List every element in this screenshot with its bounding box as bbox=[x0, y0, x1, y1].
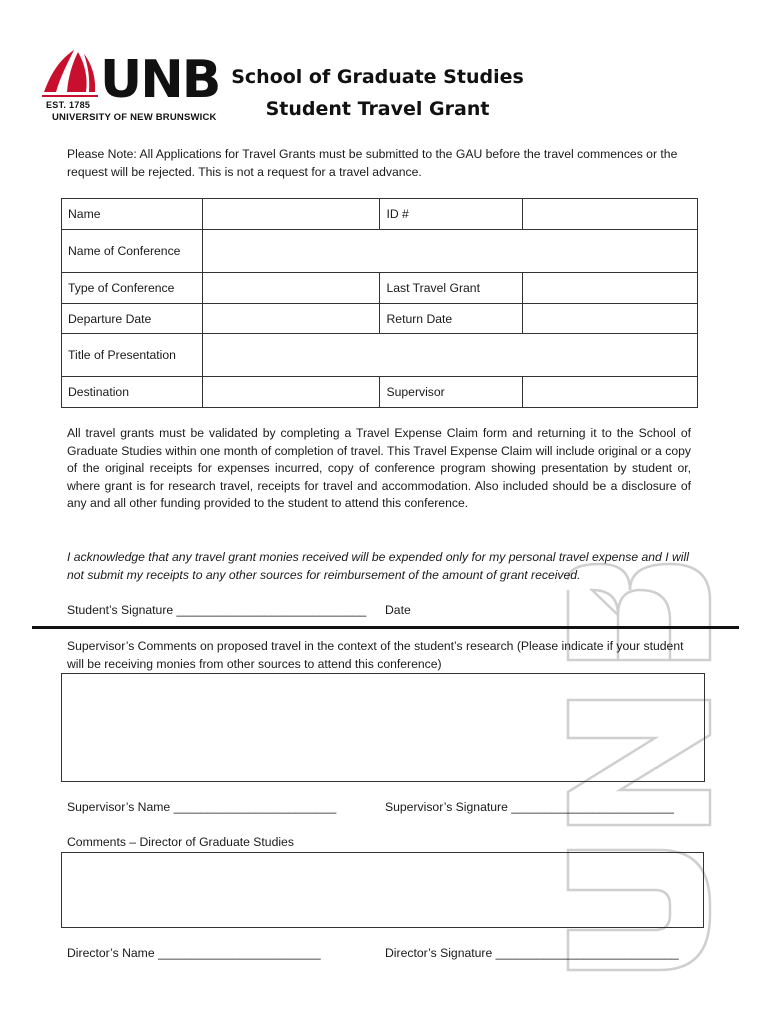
presentation-title-field[interactable] bbox=[202, 334, 697, 377]
destination-field[interactable] bbox=[202, 377, 380, 408]
director-comments-label: Comments – Director of Graduate Studies bbox=[67, 835, 294, 849]
director-signature-line[interactable]: Director’s Signature ___________________________ bbox=[385, 946, 679, 960]
supervisor-comments-label: Supervisor’s Comments on proposed travel in the context of the student’s research (Please indicate if your student will be receiving monies from other sources to attend this conference) bbox=[67, 639, 684, 671]
name-field[interactable] bbox=[202, 199, 380, 230]
return-date-field[interactable] bbox=[523, 304, 698, 334]
conference-name-field[interactable] bbox=[202, 230, 697, 273]
submission-note: Please Note: All Applications for Travel Grants must be submitted to the GAU before the travel commences or the request will be rejected. This is not a request for a travel advance. bbox=[67, 147, 678, 179]
director-comments-box[interactable] bbox=[61, 852, 704, 928]
supervisor-label: Supervisor bbox=[380, 377, 523, 408]
travel-grant-form bbox=[61, 198, 698, 408]
supervisor-signature-line[interactable]: Supervisor’s Signature ________________________ bbox=[385, 800, 674, 814]
page-title: School of Graduate Studies bbox=[231, 66, 524, 88]
return-date-label: Return Date bbox=[380, 304, 523, 334]
presentation-title-label: Title of Presentation bbox=[62, 334, 203, 377]
conference-type-label: Type of Conference bbox=[62, 273, 203, 304]
director-name-line[interactable]: Director’s Name ________________________ bbox=[67, 946, 321, 960]
conference-type-field[interactable] bbox=[202, 273, 380, 304]
last-grant-field[interactable] bbox=[523, 273, 698, 304]
logo-established: EST. 1785 bbox=[46, 100, 91, 110]
student-signature-date[interactable]: Date bbox=[385, 603, 411, 617]
section-divider bbox=[32, 626, 739, 629]
validation-paragraph: All travel grants must be validated by completing a Travel Expense Claim form and returning it to the School of Graduate Studies within one month of completion of travel. This Travel Expense Claim will include original or a copy of the original receipts for expenses incurred, copy of conference program showing presentation by student or, where grant is for research travel, receipts for travel and accommodation. Also included should be a disclosure of any and all other funding provided to the student to attend this conference. bbox=[67, 426, 691, 511]
student-signature-line[interactable]: Student’s Signature ____________________________ bbox=[67, 603, 367, 617]
id-field[interactable] bbox=[523, 199, 698, 230]
logo-university-name: UNIVERSITY OF NEW BRUNSWICK bbox=[52, 112, 217, 123]
last-grant-label: Last Travel Grant bbox=[380, 273, 523, 304]
departure-date-label: Departure Date bbox=[62, 304, 203, 334]
supervisor-field[interactable] bbox=[523, 377, 698, 408]
name-label: Name bbox=[62, 199, 203, 230]
conference-name-label: Name of Conference bbox=[62, 230, 203, 273]
destination-label: Destination bbox=[62, 377, 203, 408]
supervisor-comments-box[interactable] bbox=[61, 673, 705, 782]
acknowledgement-statement: I acknowledge that any travel grant monies received will be expended only for my personal travel expense and I will not submit my receipts to any other sources for reimbursement of the amount of grant received. bbox=[67, 550, 689, 582]
supervisor-name-line[interactable]: Supervisor’s Name ________________________ bbox=[67, 800, 337, 814]
logo-wordmark: UNB bbox=[100, 50, 220, 110]
departure-date-field[interactable] bbox=[202, 304, 380, 334]
page-subtitle: Student Travel Grant bbox=[265, 98, 490, 120]
id-label: ID # bbox=[380, 199, 523, 230]
unb-logo bbox=[40, 48, 220, 128]
